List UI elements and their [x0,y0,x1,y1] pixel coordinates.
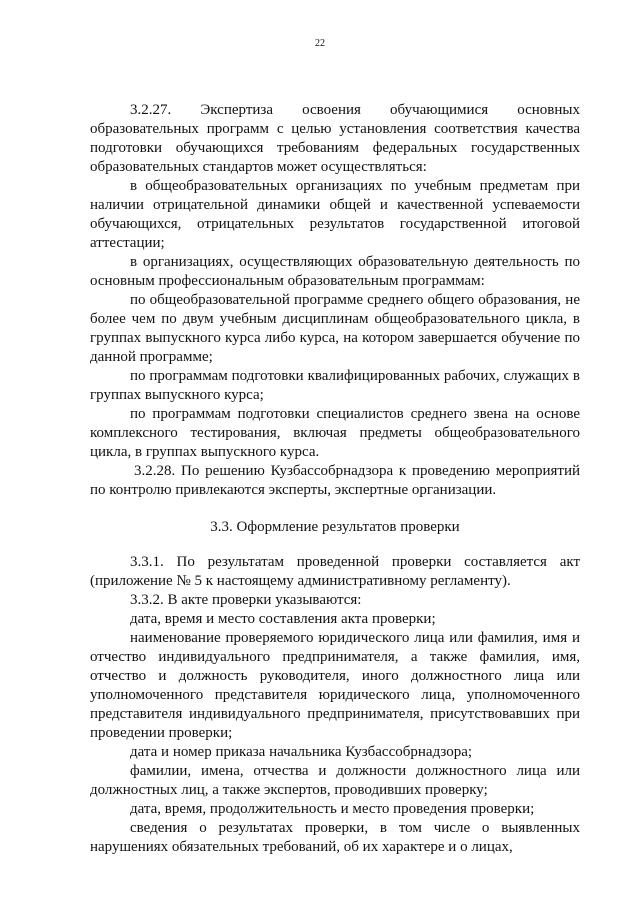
paragraph-mid-level-specialists-program: по программам подготовки специалистов среднего звена на основе комплексного тестирования, включая предметы общеобразовательного цикла, в группах выпускного курса. [90,406,580,460]
paragraph-3-2-28: 3.2.28. По решению Кузбассобрнадзора к проведению мероприятий по контролю привлекаются эксперты, экспертные организации. [90,463,580,498]
paragraph-skilled-workers-program: по программам подготовки квалифицированных рабочих, служащих в группах выпускного курса; [90,368,580,403]
paragraph-3-3-2: 3.3.2. В акте проверки указываются: [130,592,362,608]
paragraph-secondary-general-program: по общеобразовательной программе среднего общего образования, не более чем по двум учебным дисциплинам общеобразовательного цикла, в группах выпускного курса либо курса, на котором завершается обучение по данной программе; [90,292,580,365]
paragraph-professional-organizations: в организациях, осуществляющих образовательную деятельность по основным профессиональным образовательным программам: [90,254,580,289]
paragraph-general-education: в общеобразовательных организациях по учебным предметам при наличии отрицательной динамики общей и качественной успеваемости обучающихся, отрицательных результатов государственной итоговой аттестации; [90,178,580,251]
list-item-inspected-entity: наименование проверяемого юридического лица или фамилия, имя и отчество индивидуального предпринимателя, а также фамилия, имя, отчество и должность руководителя, иного должностного лица или уполномоченного представителя юридического лица, уполномоченного представителя индивидуального предпринимателя, присутствовавших при проведении проверки; [90,630,580,741]
list-item-inspection-results: сведения о результатах проверки, в том числе о выявленных нарушениях обязательных требований, об их характере и о лицах, [90,820,580,855]
list-item-act-date: дата, время и место составления акта проверки; [130,611,436,627]
paragraph-3-3-1: 3.3.1. По результатам проведенной проверки составляется акт (приложение № 5 к настоящему административному регламенту). [90,554,580,589]
list-item-inspectors: фамилии, имена, отчества и должности должностного лица или должностных лиц, а также экспертов, проводивших проверку; [90,763,580,798]
list-item-inspection-time: дата, время, продолжительность и место проведения проверки; [130,801,535,817]
list-item-order-number: дата и номер приказа начальника Кузбассобрнадзора; [130,744,473,760]
page-number: 22 [315,38,325,49]
document-body [90,101,580,857]
paragraph-3-2-27: 3.2.27. Экспертиза освоения обучающимися основных образовательных программ с целью установления соответствия качества подготовки обучающихся требованиям федеральных государственных образовательных стандартов может осуществляться: [90,102,580,175]
section-heading-3-3: 3.3. Оформление результатов проверки [210,519,460,535]
